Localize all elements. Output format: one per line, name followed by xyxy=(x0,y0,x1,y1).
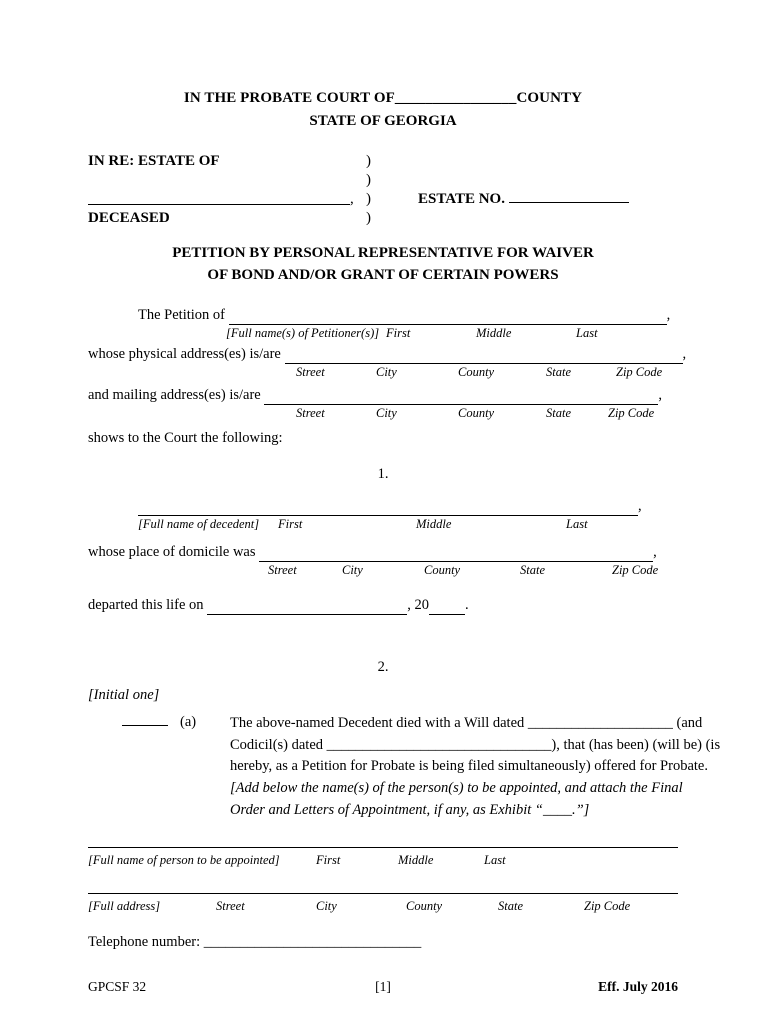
court-heading-prefix: IN THE PROBATE COURT OF xyxy=(183,90,395,106)
mailing-city-label: City xyxy=(376,405,397,420)
appointee-name-blank[interactable] xyxy=(88,846,678,848)
item-a-line2: Codicil(s) dated _______________________________), that (has been) (will be) (is xyxy=(230,736,721,753)
domicile-zip-label: Zip Code xyxy=(612,562,659,577)
shows-court-text: shows to the Court the following: xyxy=(88,429,283,446)
decedent-first-label: First xyxy=(278,516,303,531)
page-number: [1] xyxy=(375,979,391,994)
item-a-text xyxy=(230,713,721,822)
appointee-address-labels xyxy=(88,898,678,920)
petition-of-row xyxy=(138,305,678,325)
petitioner-name-blank[interactable] xyxy=(229,310,667,325)
court-heading-line2: STATE OF GEORGIA xyxy=(309,112,457,129)
appointee-state-label: State xyxy=(498,898,523,913)
departed-label: departed this life on xyxy=(88,596,204,613)
domicile-street-label: Street xyxy=(268,562,297,577)
in-re-label: IN RE: ESTATE OF xyxy=(88,153,220,170)
decedent-full-label: [Full name of decedent] xyxy=(138,516,260,531)
appointee-address-blank[interactable] xyxy=(88,892,678,894)
appointee-county-label: County xyxy=(406,898,443,913)
mailing-address-row xyxy=(88,385,678,405)
caption-paren-2: ) xyxy=(366,172,371,189)
domicile-row xyxy=(88,542,678,562)
caption-paren-4: ) xyxy=(366,210,371,227)
appointee-middle-label: Middle xyxy=(398,852,434,867)
departed-row xyxy=(88,595,678,615)
decedent-name-row xyxy=(138,496,678,516)
physical-address-row xyxy=(88,344,687,364)
petition-of-label: The Petition of xyxy=(138,306,225,323)
domicile-blank[interactable] xyxy=(259,547,653,562)
item-a-line1: The above-named Decedent died with a Will dated ____________________ (and xyxy=(230,714,703,731)
mailing-county-label: County xyxy=(458,405,495,420)
appointee-name-labels xyxy=(88,852,678,874)
caption-comma: , xyxy=(350,191,354,208)
decedent-name-blank[interactable] xyxy=(88,189,350,205)
petitioner-name-labels xyxy=(138,325,678,342)
item-a-initial-blank[interactable] xyxy=(122,711,168,726)
physical-zip-label: Zip Code xyxy=(616,364,663,379)
item-a-line3: hereby, as a Petition for Probate is being filed simultaneously) offered for Probate. xyxy=(230,758,708,775)
section-number-1: 1. xyxy=(377,465,389,482)
form-id: GPCSF 32 xyxy=(88,979,147,994)
estate-number-blank[interactable] xyxy=(509,202,629,203)
appointee-last-label: Last xyxy=(484,852,506,867)
mailing-address-labels xyxy=(88,405,678,422)
decedent-name-comma: , xyxy=(638,497,642,514)
court-heading-line1 xyxy=(88,88,678,109)
physical-state-label: State xyxy=(546,364,571,379)
appointee-first-label: First xyxy=(316,852,341,867)
petition-of-comma: , xyxy=(666,306,671,323)
appointee-full-label: [Full name of person to be appointed] xyxy=(88,852,280,867)
physical-county-label: County xyxy=(458,364,495,379)
court-county-blank: ________________ xyxy=(394,90,517,106)
physical-city-label: City xyxy=(376,364,397,379)
appointee-street-label: Street xyxy=(216,898,245,913)
departed-date-blank[interactable] xyxy=(207,600,407,615)
case-caption xyxy=(88,151,678,229)
physical-address-labels xyxy=(88,364,678,381)
physical-street-label: Street xyxy=(296,364,325,379)
physical-address-comma: , xyxy=(682,345,687,362)
decedent-name-labels xyxy=(138,516,678,536)
mailing-street-label: Street xyxy=(296,405,325,420)
petition-title-line1: PETITION BY PERSONAL REPRESENTATIVE FOR WAIVER xyxy=(172,245,594,262)
estate-number-label: ESTATE NO. xyxy=(418,191,509,208)
petition-title xyxy=(88,243,678,287)
appointee-address-full-label: [Full address] xyxy=(88,898,161,913)
domicile-label: whose place of domicile was xyxy=(88,543,256,560)
petitioner-middle-label: Middle xyxy=(476,325,512,340)
caption-paren-1: ) xyxy=(366,153,371,170)
domicile-county-label: County xyxy=(424,562,461,577)
decedent-name-blank-2[interactable] xyxy=(138,501,638,516)
mailing-address-blank[interactable] xyxy=(264,390,658,405)
court-heading-suffix: COUNTY xyxy=(516,90,583,106)
item-a-letter: (a) xyxy=(180,713,197,730)
mailing-address-comma: , xyxy=(658,386,662,403)
telephone-row[interactable]: Telephone number: ______________________________ xyxy=(88,933,422,950)
departed-year-prefix: , 20 xyxy=(407,596,429,613)
deceased-label: DECEASED xyxy=(88,210,170,227)
physical-address-label: whose physical address(es) is/are xyxy=(88,345,281,362)
caption-paren-3: ) xyxy=(366,191,371,208)
petition-title-line2: OF BOND AND/OR GRANT OF CERTAIN POWERS xyxy=(207,267,559,284)
physical-address-blank[interactable] xyxy=(285,349,683,364)
item-a-line4: [Add below the name(s) of the person(s) to be appointed, and attach the Final xyxy=(230,780,683,797)
appointee-city-label: City xyxy=(316,898,337,913)
document-body xyxy=(88,305,721,952)
item-a-line5: Order and Letters of Appointment, if any, as Exhibit “____.”] xyxy=(230,801,590,818)
mailing-zip-label: Zip Code xyxy=(608,405,655,420)
initial-one-instruction: [Initial one] xyxy=(88,686,160,703)
domicile-state-label: State xyxy=(520,562,545,577)
petitioner-first-label: First xyxy=(386,325,411,340)
section-number-2: 2. xyxy=(377,658,389,675)
domicile-city-label: City xyxy=(342,562,363,577)
item-a xyxy=(88,711,721,822)
domicile-labels xyxy=(88,562,678,579)
petitioner-last-label: Last xyxy=(576,325,598,340)
estate-number-field xyxy=(418,189,629,210)
departed-period: . xyxy=(464,596,469,613)
departed-year-blank[interactable] xyxy=(429,600,465,615)
decedent-last-label: Last xyxy=(566,516,588,531)
petitioner-full-label: [Full name(s) of Petitioner(s)] xyxy=(226,325,380,340)
mailing-address-label: and mailing address(es) is/are xyxy=(88,386,261,403)
decedent-middle-label: Middle xyxy=(416,516,452,531)
domicile-comma: , xyxy=(653,543,657,560)
mailing-state-label: State xyxy=(546,405,571,420)
appointee-zip-label: Zip Code xyxy=(584,898,631,913)
effective-date: Eff. July 2016 xyxy=(598,979,678,994)
